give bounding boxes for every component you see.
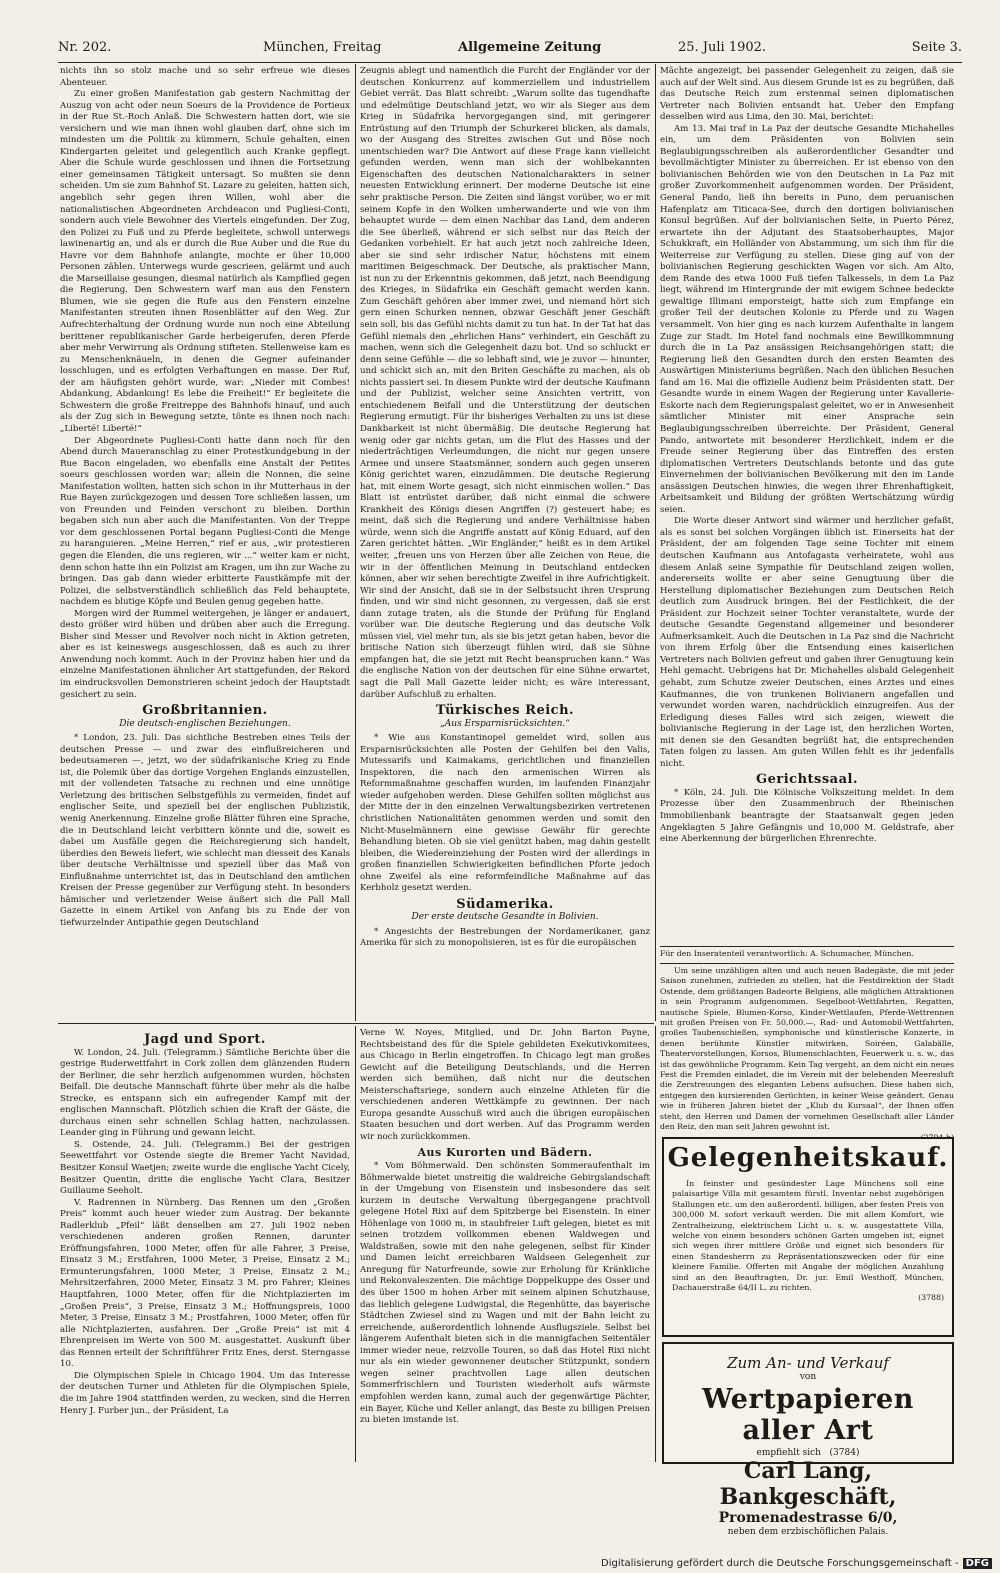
article-text: * Angesichts der Bestrebungen der Nordamerikaner, ganz Amerika für sich zu monopolisieren, ist es für die europäischen (360, 926, 650, 949)
article-text: V. Radrennen in Nürnberg. Das Rennen um den „Großen Preis“ kommt auch heuer wieder zum Austrag. Der bekannte Radlerklub „Pfeil“ läßt denselben am 27. Juli 1902 neben verschiedenen anderen großen Rennen, darunter Eröffnungsfahren, 1000 Meter, offen für alle Fahrer, 3 Preise, Einsatz 3 M.; Erstfahren, 1000 Meter, 3 Preise, Einsatz 2 M.; Ermunterungsfahren, 1000 Meter, 3 Preise, Einsatz 2 M.; Mehrsitzerfahren, 2000 Meter, Einsatz 3 M. pro Fahrer; Kleines Hauptfahren, 1000 Meter, offen für die Nichtplazierten im „Großen Preis“, 3 Preise, Einsatz 3 M.; Hoffnungspreis, 1000 Meter, 3 Preise, Einsatz 3 M.; Prostfahren, 1000 Meter, offen für alle Nichtplazierten, ausfahren. Der „Große Preis“ ist mit 4 Ehrenpreisen im Werte von 500 M. ausgestattet. Auskunft über das Rennen erteilt der Schriftführer Fritz Enes, derst. Sterngasse 10. (60, 1197, 350, 1370)
section-heading-kurorte: Aus Kurorten und Bädern. (417, 1146, 593, 1160)
ad-number: (3784) (829, 1448, 860, 1458)
column-divider (655, 1026, 656, 1462)
column-3 (660, 66, 954, 946)
notice-text: Um seine unzähligen alten und auch neuen Badegäste, die mit jeder Saison zunehmen, zufrieden zu stellen, hat die Festdirektion der Stadt Ostende, dem größtangen Badeorte Belgiens, alle möglichen Attraktionen in sein Programm aufgenommen. Segelboot-Wettfahrten, Regatten, nautische Spiele, Blumen-Korso, Kinder-Wettlaufen, Pferde-Wettrennen mit großen Preisen von Fr. 50,000.—, Rad- und Automobil-Wettfahrten, großes Taubenschießen, symphonische und künstlerische Konzerte, in denen berühmte Künstler mitwirken, Soiréen, Galabälle, Theatervorstellungen, Korsos, Blumenschlachten, Feuerwerk u. s. w., das ist das gewöhnliche Programm. Kein Tag vergeht, an dem nicht ein neues Fest die Fremden einladet, die im Verein mit der belebenden Meeresluft die Zerstreuungen des eleganten Lebens aufsuchen. Diese haben sich, entgegen den kursierenden Gerüchten, in keiner Weise geändert. Genau wie in früheren Jahren bietet der „Klub du Kursaal“, der Ihnen offen steht, den Herren und Damen der vornehmen Gesellschaft aller Länder den Reiz, den man seit Jahren gewohnt ist. (660, 966, 954, 1132)
article-text: * Wie aus Konstantinopel gemeldet wird, sollen aus Ersparnisrücksichten alle Posten der Gehilfen bei den Valis, Mutessarifs und Kaimakams, gerichtlichen und finanziellen Inspektoren, die nach den armenischen Wirren als Reformmaßnahme geschaffen wurden, im laufenden Finanzjahr wieder aufgehoben werden. Diese Gehilfen sollten möglichst aus der Mitte der in den einzelnen Verwaltungsbezirken vertretenen christlichen Nationalitäten genommen werden und somit den Nicht-Muselmännern eine gewisse Gewähr für gerechte Behandlung bieten. Ob sie viel genützt haben, mag dahin gestellt bleiben, die Wiedereinziehung der Posten wird der allerdings in großen finanziellen Schwierigkeiten befindlichen Pforte jedoch ohne Zweifel als eine reformfeindliche Maßnahme auf das Kerbholz gesetzt werden. (360, 733, 650, 894)
section-heading-grossbritannien: Großbritannien. (142, 703, 268, 719)
ad-headline: Wertpapieren aller Art (702, 1384, 914, 1446)
section-subheading: „Aus Ersparnisrücksichten.“ (440, 718, 570, 729)
column-divider (355, 1026, 356, 1462)
article-text: * London, 23. Juli. Das sichtliche Bestreben eines Teils der deutschen Presse — und zwar des einflußreicheren und bedeutsameren —, jetzt, wo der südafrikanische Krieg zu Ende ist, die Polemik über das dortige Vorgehen Englands einzustellen, mit der vollendeten Tatsache zu rechnen und eine unnötige Verletzung des britischen Selbstgefühls zu vermeiden, findet auf englischer Seite, und speziell bei der englischen Publizistik, wenig Anerkennung. Einzelne große Blätter führen eine Sprache, die in Deutschland leicht verbittern könnte und die, soweit es dabei um Ausfälle gegen die Reichsregierung sich handelt, überdies den Beweis liefert, wie schlecht man diesseit des Kanals über deutsche Verhältnisse und speziell über das Maß von Einflußnahme unterrichtet ist, das in Deutschland den amtlichen Kreisen der Presse gegenüber zur Verfügung steht. In besonders hämischer und verletzender Weise äußert sich die Pall Mall Gazette in einem Artikel von Anfang bis zu Ende der von tiefwurzelnder Antipathie gegen Deutschland (60, 733, 350, 928)
newspaper-name: Allgemeine Zeitung (458, 40, 602, 55)
section-heading-suedamerika: Südamerika. (456, 896, 554, 912)
section-heading-gerichtssaal: Gerichtssaal. (756, 772, 858, 788)
article-text: Verne W. Noyes, Mitglied, und Dr. John Barton Payne, Rechtsbeistand des für die Spiele gebildeten Exekutivkomitees, aus Chicago in Berlin eingetroffen. In Chicago legt man großes Gewicht auf die Beteiligung Deutschlands, und die Herren werden sich bemühen, daß nicht nur die deutschen Meisterschaftsriege, sondern auch einzelne Athleten für die verschiedenen anderen Wettkämpfe zu gewinnen. Der nach Europa gesandte Ausschuß wird auch die übrigen europäischen Staaten besuchen und dort werben. Auf das Programm werden wir noch zurückkommen. (360, 1028, 650, 1142)
article-text: Mächte angezeigt, bei passender Gelegenheit zu zeigen, daß sie auch auf der Welt sind. Aus diesem Grunde ist es zu begrüßen, daß das Deutsche Reich zum erstenmal seinen diplomatischen Vertreter nach Bolivien entsandt hat. Ueber den Empfang desselben wird aus Lima, den 30. Mai, berichtet: (660, 66, 954, 123)
article-text: W. London, 24. Juli. (Telegramm.) Sämtliche Berichte über die gestrige Ruderwettfahrt in Cork zollen dem glänzenden Rudern der Berliner, die sehr herzlich aufgenommen wurden, höchsten Beifall. Die deutsche Mannschaft führte über mehr als die halbe Strecke, es entspann sich ein aufregender Kampf mit der englischen Mannschaft. Plötzlich schien die Kraft der Gäste, die durchaus einen sehr schnellen Schlag hatten, nachzulassen. Leander ging in Führung und gewann leicht. (60, 1047, 350, 1139)
header-rule (58, 62, 962, 63)
issue-number: Nr. 202. (58, 40, 112, 55)
credit-text: Digitalisierung gefördert durch die Deutsche Forschungsgemeinschaft - (601, 1558, 959, 1569)
section-subheading: Der erste deutsche Gesandte in Bolivien. (411, 912, 599, 923)
page-number: Seite 3. (911, 40, 962, 55)
ad-line: von (799, 1372, 817, 1382)
section-heading-tuerkisches-reich: Türkisches Reich. (435, 703, 575, 719)
issue-date: 25. Juli 1902. (678, 40, 767, 55)
article-text: Zeugnis ablegt und namentlich die Furcht der Engländer vor der deutschen Konkurrenz auf kommerziellem und industriellem Gebiet verrät. Das Blatt schreibt: „Warum sollte das tugendhafte und edelmütige Deutschland jetzt, wo wir als Sieger aus dem Krieg in Südafrika hervorgegangen sind, mit geringerer Entrüstung auf den Triumph der Schurkerei blicken, als damals, wo der Ausgang des Streites zwischen Gut und Böse noch unentschieden war? Die Antwort auf diese Frage kann vielleicht gefunden werden, wenn man sich der wohlbekannten Eigenschaften des deutschen Nationalcharakters in seiner neuesten Entwicklung erinnert. Der moderne Deutsche ist eine sehr praktische Person. Die Zeiten sind längst vorüber, wo er mit seinem Kopfe in den Wolken umherwanderte und wie von ihm behauptet wurde — dem einen Nachbar das Land, dem anderen die See überließ, während er sich selbst nur das Reich der Gedanken vorbehielt. Er hat auch jetzt noch zahlreiche Ideen, aber sie sind sehr irdischer Natur, höchstens mit einem maritimen Beigeschmack. Der Deutsche, als praktischer Mann, ist nun zu der Erkenntnis gekommen, daß jetzt, nach Beendigung des Krieges, in Südafrika ein Geschäft gemacht werden kann. Zum Geschäft gehören aber immer zwei, und niemand hört sich gern einen Schurken nennen, obzwar Geschäft jener Geschäft sein soll, bis das Gefühl nichts damit zu tun hat. In der Tat hat das Gefühl niemals den „ehrlichen Hans“ verhindert, ein Geschäft zu machen, wenn sich die Gelegenheit dazu bot. Und so schluckt er denn seine Gefühle — die so lebhaft sind, wie je zuvor — hinunter, und schickt sich an, mit den Briten Geschäfte zu machen, als ob nichts passiert sei. In diesem Punkte wird der deutsche Kaufmann und der Publizist, welcher seine Ansichten vertritt, von entschiedenem Beifall und die Unterstützung der deutschen Regierung ermutigt. Für ihr bisheriges Verhalten zu uns ist diese Dankbarkeit ist nicht übermäßig. Die deutsche Regierung hat wenig oder gar nichts getan, um die Flut des Hasses und der niederträchtigen Verleumdungen, die nicht nur gegen unsere Armee und unsere Staatsmänner, sondern auch gegen unseren König gerichtet waren, einzudämmen. Die deutsche Regierung hat, mit einem Worte gesagt, sich nicht einmischen wollen.“ Das Blatt ist entrüstet darüber, daß nicht einmal die schwere Krankheit des Königs diesen Angriffen (?) gesteuert habe; es meint, daß sich die Regierung und andere Verhältnisse haben würde, wenn sich die Angriffe anstatt auf König Eduard, auf den Zaren gerichtet hätten. „Wir Engländer,“ heißt es in dem Artikel weiter, „freuen uns von Herzen über alle Zeichen von Reue, die wir in der öffentlichen Meinung in Deutschland entdecken können, aber wir sehen berechtigte Zweifel in ihre Aufrichtigkeit. Wir sind der Ansicht, daß sie in der Selbstsucht ihren Ursprung finden, und wir sind nicht gesonnen, zu vergessen, daß sie erst dann zutage traten, als die Stunde der Prüfung für England vorüber war. Die deutsche Regierung und das deutsche Volk müssen viel, viel mehr tun, als sie bis jetzt getan haben, bevor die britische Nation sich überzeugt fühlen wird, daß sie Sühne empfangen hat, die sie jetzt mit Recht beanspruchen kann.“ Was die englische Nation von der deutschen für eine Sühne erwartet, sagt die Pall Mall Gazette leider nicht; es wäre interessant, darüber Aufschluß zu erhalten. (360, 66, 650, 700)
ad-address: Promenadestrasse 6/0, (718, 1510, 898, 1526)
advertisement-carl-lang (662, 1342, 954, 1537)
ad-title: Gelegenheitskauf. (667, 1143, 949, 1173)
ad-text: In feinster und gesündester Lage Münchens soll eine palaisartige Villa mit gesamtem fürstl. Inventar nebst zugehörigen Stallungen etc. um den außerordentl. billigen, aber festen Preis von 300,000 M. sofort verkauft werden. Die mit allem Komfort, wie Zentralheizung, elektrischem Licht u. s. w. ausgestattete Villa, welche von einem besonders schönen Garten umgeben ist, eignet sich wegen ihrer mittlere Größe und eignet sich besonders für einen Standesherrn zu Repräsentationszwecken oder für eine kleinere Familie. Offerten mit Angabe der möglichen Anzahlung sind an den Beauftragten, Dr. jur. Emil Westhoff, München, Dachauerstraße 64/II L. zu richten. (672, 1179, 944, 1293)
column-divider (655, 64, 656, 1021)
page-header (58, 40, 962, 62)
column-kurorte (360, 1028, 650, 1460)
article-text: Am 13. Mai traf in La Paz der deutsche Gesandte Michahelles ein, um dem Präsidenten von Bolivien sein Beglaubigungsschreiben als außerordentlicher Gesandter und bevollmächtigter Minister zu überreichen. Er ist ebenso von den bolivianischen Behörden wie von den Deutschen in La Paz mit großer Zuvorkommenheit aufgenommen worden. Der Präsident, General Pando, ließ ihn bereits in Puno, dem peruanischen Hafenplatz am Titicaca-See, durch den dortigen bolivianischen Konsul begrüßen. Auf der bolivianischen Seite, in Puerto Pérez, erwartete ihn der Adjutant des Staatsoberhauptes, Major Schukkraft, ein Holländer von Abstammung, um sich ihm für die Weiterreise zur Verfügung zu stellen. Diese ging auf von der bolivianischen Regierung geschickten Wagen vor sich. Am Alto, dem Rande des etwa 1000 Fuß tiefen Talkessels, in dem La Paz liegt, während im Hintergrunde der mit ewigem Schnee bedeckte gewaltige Illimani emporsteigt, hatte sich zum Empfange ein großer Teil der deutschen Kolonie zu Pferde und zu Wagen versammelt. Von hier ging es nach kurzem Aufenthalte in langem Zuge zur Stadt. Im Hotel fand nochmals eine Bewillkommnung durch die in La Paz ansässigen Reichsangehörigen statt; die Regierung ließ den Gesandten durch den ersten Beamten des Auswärtigen Ministeriums begrüßen. Nach den üblichen Besuchen fand am 16. Mai die offizielle Audienz beim Präsidenten statt. Der Gesandte wurde in einem Wagen der Regierung unter Kavallerie-Eskorte nach dem Regierungspalast geleitet, wo er in Anwesenheit sämtlicher Minister mit einer Ansprache sein Beglaubigungsschreiben überreichte. Der Präsident, General Pando, antwortete mit besonderer Herzlichkeit, indem er die Freude seiner Regierung über das Eintreffen des ersten diplomatischen Vertreters Deutschlands betonte und das gute Einvernehmen der bolivianischen Bevölkerung mit den im Lande ansässigen Deutschen hinwies, die wegen ihrer Ehrenhaftigkeit, Arbeitsamkeit und Bildung der größten Wertschätzung würdig seien. (660, 123, 954, 515)
article-text: Die Worte dieser Antwort sind wärmer und herzlicher gefaßt, als es sonst bei solchen Vorgängen üblich ist. Einerseits hat der Präsident, der am folgenden Tage seine Tochter mit einem deutschen Kaufmann aus Antofagasta verheiratete, wohl aus diesem Anlaß seine Sympathie für Deutschland zeigen wollen, andererseits wollte er aber seine Genugtuung über die Herstellung diplomatischer Beziehungen zum Deutschen Reich deutlich zum Ausdruck bringen. Bei der Festlichkeit, die der Präsident zur Hochzeit seiner Tochter veranstaltete, wurde der deutsche Gesandte Gegenstand allgemeiner und besonderer Aufmerksamkeit. Auch die Deutschen in La Paz sind die Nachricht von ihrem Erfolg über die Entsendung eines kaiserlichen Vertreters nach Bolivien gefreut und gaben ihrer Genugtuung kein Hehl gemacht. Uebrigens hat Dr. Michahelles alsbald Gelegenheit gehabt, zum Schutze zweier Deutschen, eines Arztes und eines Kaufmannes, die von trunkenen Bolivianern angefallen und verwundet worden waren, nachdrücklich einzugreifen. Aus der Erledigung dieses Falles wird sich zeigen, wieweit die bolivianische Regierung in der Lage ist, den herzlichen Worten, mit denen sie den Gesandten begrüßt hat, die entsprechenden Taten folgen zu lassen. Am guten Willen fehlt es ihr jedenfalls nicht. (660, 516, 954, 769)
column-jagd-sport (60, 1030, 350, 1460)
ad-body (664, 1179, 952, 1329)
section-heading-jagd-sport: Jagd und Sport. (144, 1032, 266, 1047)
column-divider (355, 64, 356, 1021)
article-text: * Köln, 24. Juli. Die Kölnische Volkszeitung meldet: In dem Prozesse über den Zusammenbruch der Rheinischen Immobilienbank beantragte der Staatsanwalt gegen jeden Angeklagten 5 Jahre Gefängnis und 10,000 M. Geldstrafe, aber eine Aberkennung der bürgerlichen Ehrenrechte. (660, 787, 954, 845)
rule (660, 946, 954, 947)
ostende-notice (660, 966, 954, 1130)
ad-number: (3788) (918, 1293, 944, 1303)
responsible-editor: Für den Inseratenteil verantwortlich: A. Schumacher, München. (660, 949, 914, 958)
article-text: * Vom Böhmerwald. Den schönsten Sommeraufenthalt im Böhmerwalde bietet unstreitig die waldreiche Gebirgslandschaft in der Umgebung von Eisenstein und insbesondere das seit kurzem in deutsche Verwaltung übergegangene prachtvoll gelegene Hotel Rixi auf dem Spitzberge bei Eisenstein. In einer Höhenlage von 1000 m, in staubfreier Luft gelegen, bietet es mit seinen trotzdem vollkommen ebenen Waldwegen und Waldstraßen, sowie mit den nahe gelegenen, selbst für Kinder und Damen leicht erreichbaren Waldseen Gelegenheit zur Anregung für Naturfreunde, sowie zur Erholung für Kränkliche und Rekonvaleszenten. Die mächtige Doppelkuppe des Osser und des über 1500 m hohen Arber mit seinem alpinen Schutzhause, das lieblich gelegene Ludwigstal, die Regenhütte, das bayerische Städtchen Zwiesel sind zu Wagen und mit der Bahn leicht zu erreichende, außerordentlich lohnende Ausflugsziele. Selbst bei längerem Aufenthalt bieten sich in die mannigfachen Seitentäler immer wieder neue, reizvolle Touren, so daß das Hotel Rixi nicht nur als ein wieder gewonnener deutscher Stützpunkt, sondern wegen seiner prachtvollen Lage allen deutschen Sommerfrischlern und Touristen wiederholt aufs wärmste empfohlen werden kann, zumal auch der gegenwärtige Pächter, ein Bayer, Küche und Keller anlangt, das Beste zu billigen Preisen zu bieten imstande ist. (360, 1161, 650, 1426)
advertisement-gelegenheitskauf (662, 1137, 954, 1337)
article-text: Die Olympischen Spiele in Chicago 1904. Um das Interesse der deutschen Turner und Athleten für die Olympischen Spiele, die im Jahre 1904 stattfinden werden, zu wecken, sind die Herren Henry J. Furber jun., der Präsident, La (60, 1370, 350, 1416)
article-text: Morgen wird der Rummel weitergehen, je länger er andauert, desto größer wird hüben und drüben aber auch die Erregung. Bisher sind Messer und Revolver noch nicht in Aktion getreten, aber es ist keineswegs ausgeschlossen, daß es auch zu ihrer Anwendung noch kommt. Auch in der Provinz haben hier und da einzelne Manifestationen ähnlicher Art stattgefunden, der Rekord im eindrucksvollen Demonstrieren scheint jedoch der Hauptstadt gesichert zu sein. (60, 608, 350, 700)
digitization-credit (601, 1558, 992, 1569)
column-1 (60, 66, 350, 1020)
section-subheading: Die deutsch-englischen Beziehungen. (119, 718, 291, 729)
rule (660, 963, 954, 964)
article-text: Der Abgeordnete Pugliesi-Conti hatte dann noch für den Abend durch Maueranschlag zu einer Protestkundgebung in der Rue Bacon eingeladen, wo ebenfalls eine Anstalt der Petites soeurs geschlossen worden war; allein die Nonnen, die seine Manifestation wollten, hatten sich schon in ihr Mutterhaus in der Rue Bayen zurückgezogen und dessen Tore schließen lassen, um von Freunden und Feinden verschont zu bleiben. Dorthin begaben sich nun aber auch die Manifestanten. Von der Treppe vor dem geschlossenen Portal begann Pugliesi-Conti die Menge zu haranguieren. „Meine Herren,“ rief er aus, „wir protestieren gegen die Elenden, die uns regieren, wir ...“ weiter kam er nicht, denn schon hatte ihn ein Polizist am Kragen, um ihn zur Wache zu bringen. Das gab dann wieder erbitterte Faustkämpfe mit der Polizei, die selbstverständlich schließlich das Feld behauptete, nachdem es blutige Köpfe und Beulen genug gegeben hatte. (60, 435, 350, 608)
ad-line: Zum An- und Verkauf (727, 1354, 889, 1372)
article-text: S. Ostende, 24. Juli. (Telegramm.) Bei der gestrigen Seewettfahrt vor Ostende siegte die Bremer Yacht Navidad, Besitzer Konsul Waetjen; zweite wurde die englische Yacht Cicely, Besitzer Quentin, dritte die englische Yacht Clara, Besitzer Guillaume Seeholt. (60, 1139, 350, 1197)
column-2 (360, 66, 650, 1020)
ad-company: Carl Lang, Bankgeschäft, (719, 1458, 897, 1510)
article-text: Zu einer großen Manifestation gab gestern Nachmittag der Auszug von acht oder neun Soeurs de la Providence de Portieux in der Rue St.-Roch Anlaß. Die Schwestern hatten dort, wie sie versichern und wie man ihnen wohl glauben darf, ohne sich im mindesten um die Politik zu kümmern, Schule gehalten, einen Kindergarten geleitet und gelegentlich auch Kranke gepflegt. Aber die Schule wurde geschlossen und ihnen die Fortsetzung einer gemeinsamen Tätigkeit untersagt. So mußten sie denn scheiden. Um sie zum Bahnhof St. Lazare zu geleiten, hatten sich, angeblich sehr gegen ihren Willen, wohl aber die nationalistischen Abgeordneten Archdeacon und Pugliesi-Conti, sondern auch viele Bewohner des Viertels eingefunden. Der Zug, den Polizei zu Fuß und zu Pferde begleitete, schwoll unterwegs lawinenartig an, und als er durch die Rue Auber und die Rue du Havre vor dem Bahnhofe anlangte, mochte er über 10,000 Personen zählen. Unterwegs wurde gescrieen, gelärmt und auch die Marseillaise gesungen, diesmal natürlich als Kampflied gegen die Regierung. Den Schwestern warf man aus den Fenstern Blumen, wie sie gegen die Rufe aus den Fenstern einzelne Manifestanten streuten ihnen Rosenblätter auf den Weg. Zur Aufrechterhaltung der Ordnung wurde nun noch eine Abteilung berittener republikanischer Garde herbeigerufen, deren Pferde aber mehr Verwirrung als Ordnung stifteten. Stellenweise kam es zu Menschenknäueln, in denen die Gegner aufeinander losschlugen, und es erfolgten Verhaftungen en masse. Der Ruf, der am häufigsten gehört wurde, war: „Nieder mit Combes! Abdankung, Abdankung! Es lebe die Freiheit!“ Er begleitete die Schwestern die große Freitreppe des Bahnhofs hinauf, und auch als der Zug sich in Bewegung setzte, tönte es ihnen noch nach: „Liberté! Liberté!“ (60, 89, 350, 434)
responsible-editor-line (660, 949, 954, 963)
ad-line: empfiehlt sich (3784) (756, 1448, 860, 1458)
ad-line: neben dem erzbischöflichen Palais. (727, 1527, 889, 1537)
dfg-logo: DFG (963, 1558, 992, 1569)
article-text: nichts ihn so stolz mache und so sehr erfreue wie dieses Abenteuer. (60, 66, 350, 88)
section-rule (58, 1023, 654, 1024)
place-day: München, Freitag (263, 40, 382, 55)
